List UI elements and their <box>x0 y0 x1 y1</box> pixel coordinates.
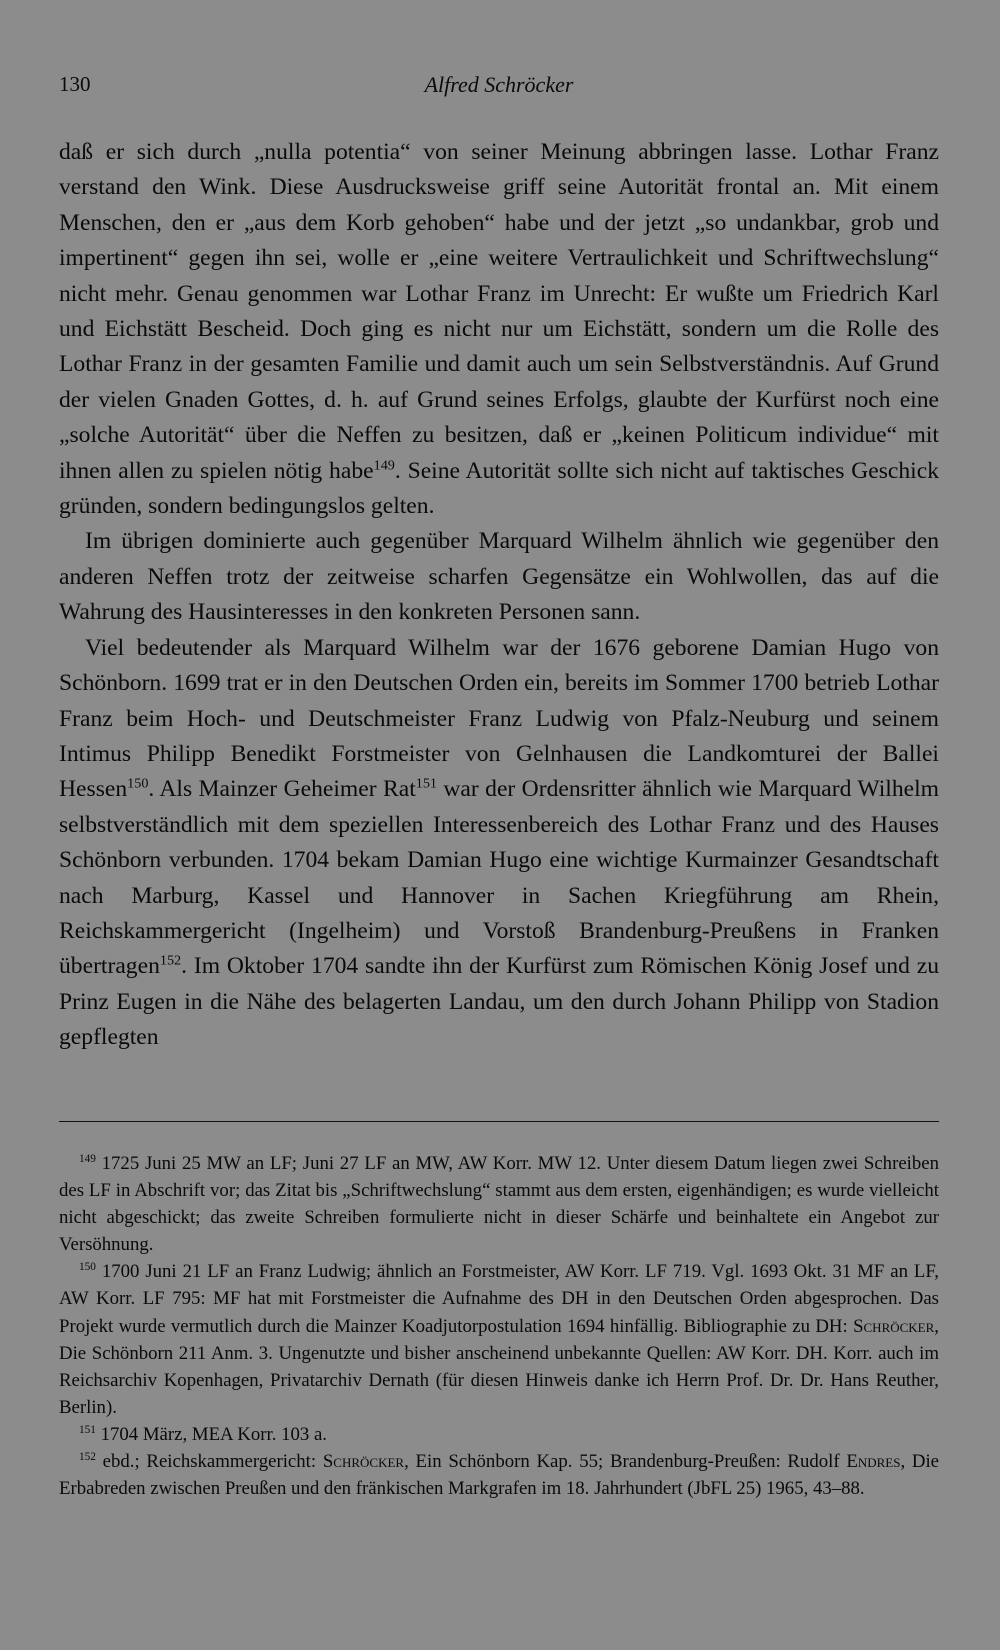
footnote-ref-152: 152 <box>159 952 182 969</box>
author-name: Schröcker <box>853 1315 935 1337</box>
footnote-ref-151: 151 <box>415 775 437 792</box>
footnote-number: 151 <box>79 1424 96 1437</box>
footnote-151: $^{151}$ 1704 März, MEA Korr. 103 a. <box>79 1423 327 1445</box>
page-number: 130 <box>59 72 91 96</box>
footnote-152: $^{152}$ ebd.; Reichskammergericht: Schröcker, Ein Schönborn Kap. 55; Brandenburg-Preußen: Rudolf Endres, Die Erbabreden zwischen Preußen und den fränkischen Markgrafen im 18. Jahrhundert (JbFL 25) 1965, 43–88. <box>59 1451 940 1500</box>
footnote-number: 152 <box>79 1451 96 1464</box>
paragraph-2: Im übrigen dominierte auch gegenüber Marquard Wilhelm ähnlich wie gegenüber den anderen Neffen trotz der zeitweise scharfen Gegensätze ein Wohlwollen, das auf die Wahrung des Hausinteresses in den konkreten Personen sann. <box>59 528 939 626</box>
running-head: Alfred Schröcker <box>424 72 574 97</box>
footnote-ref-150: 150 <box>127 775 149 792</box>
footnote-149: $^{149}$ 1725 Juni 25 MW an LF; Juni 27 LF an MW, AW Korr. MW 12. Unter diesem Datum liegen zwei Schreiben des LF in Abschrift vor; das Zitat bis „Schriftwechslung“ stammt aus dem ersten, eigenhändigen; es wurde vielleicht nicht abgeschickt; das zweite Schreiben formulierte nicht in dieser Schärfe und beinhaltete ein Angebot zur Versöhnung. <box>59 1153 939 1256</box>
paragraph-1: daß er sich durch „nulla potentia“ von seiner Meinung abbringen lasse. Lothar Franz verstand den Wink. Diese Ausdrucksweise griff seine Autorität frontal an. Mit einem Menschen, den er „aus dem Korb gehoben“ habe und der jetzt „so undankbar, grob und impertinent“ gegen ihn sei, wolle er „eine weitere Vertraulichkeit und Schriftwechslung“ nicht mehr. Genau genommen war Lothar Franz im Unrecht: Er wußte um Friedrich Karl und Eichstätt Bescheid. Doch ging es nicht nur um Eichstätt, sondern um die Rolle des Lothar Franz in der gesamten Familie und damit auch um sein Selbstverständnis. Auf Grund der vielen Gnaden Gottes, d. h. auf Grund seines Erfolgs, glaubte der Kurfürst noch eine „solche Autorität“ über die Neffen zu besitzen, daß er „keinen Politicum individue“ mit ihnen allen zu spielen nötig habe$^{149}$. Seine Autorität sollte sich nicht auf taktisches Geschick gründen, sondern bedingungslos gelten. <box>59 139 939 520</box>
footnote-150: $^{150}$ 1700 Juni 21 LF an Franz Ludwig; ähnlich an Forstmeister, AW Korr. LF 719. Vgl. 1693 Okt. 31 MF an LF, AW Korr. LF 795: MF hat mit Forstmeister die Aufnahme des DH in den Deutschen Orden abgesprochen. Das Projekt wurde vermutlich durch die Mainzer Koadjutorpostulation 1694 hinfällig. Bibliographie zu DH: Schröcker, Die Schönborn 211 Anm. 3. Ungenutzte und bisher anscheinend unbekannte Quellen: AW Korr. DH. Korr. auch im Reichsarchiv Kopenhagen, Privatarchiv Dernath (für diesen Hinweis danke ich Herrn Prof. Dr. Dr. Hans Reuther, Berlin). <box>59 1261 939 1418</box>
footnote-ref-149: 149 <box>373 457 395 474</box>
footnote-number: 149 <box>79 1153 96 1166</box>
body-text <box>59 135 939 1056</box>
footnotes <box>59 1150 939 1502</box>
footnote-number: 150 <box>79 1261 96 1274</box>
author-name: Schröcker <box>322 1451 405 1473</box>
footnote-divider <box>59 1121 939 1122</box>
paragraph-3: Viel bedeutender als Marquard Wilhelm war der 1676 geborene Damian Hugo von Schönborn. 1699 trat er in den Deutschen Orden ein, bereits im Sommer 1700 betrieb Lothar Franz beim Hoch- und Deutschmeister Franz Ludwig von Pfalz-Neuburg und seinem Intimus Philipp Benedikt Forstmeister von Gelnhausen die Landkomturei der Ballei Hessen$^{150}$. Als Mainzer Geheimer Rat$^{151}$ war der Ordensritter ähnlich wie Marquard Wilhelm selbstverständlich mit dem speziellen Interessenbereich des Lothar Franz und des Hauses Schönborn verbunden. 1704 bekam Damian Hugo eine wichtige Kurmainzer Gesandtschaft nach Marburg, Kassel und Hannover in Sachen Kriegführung am Rhein, Reichskammergericht (Ingelheim) und Vorstoß Brandenburg-Preußens in Franken übertragen$^{152}$. Im Oktober 1704 sandte ihn der Kurfürst zum Römischen König Josef und zu Prinz Eugen in die Nähe des belagerten Landau, um den durch Johann Philipp von Stadion gepflegten <box>59 634 939 1051</box>
author-name: Endres <box>846 1451 901 1473</box>
page-header <box>59 66 939 106</box>
